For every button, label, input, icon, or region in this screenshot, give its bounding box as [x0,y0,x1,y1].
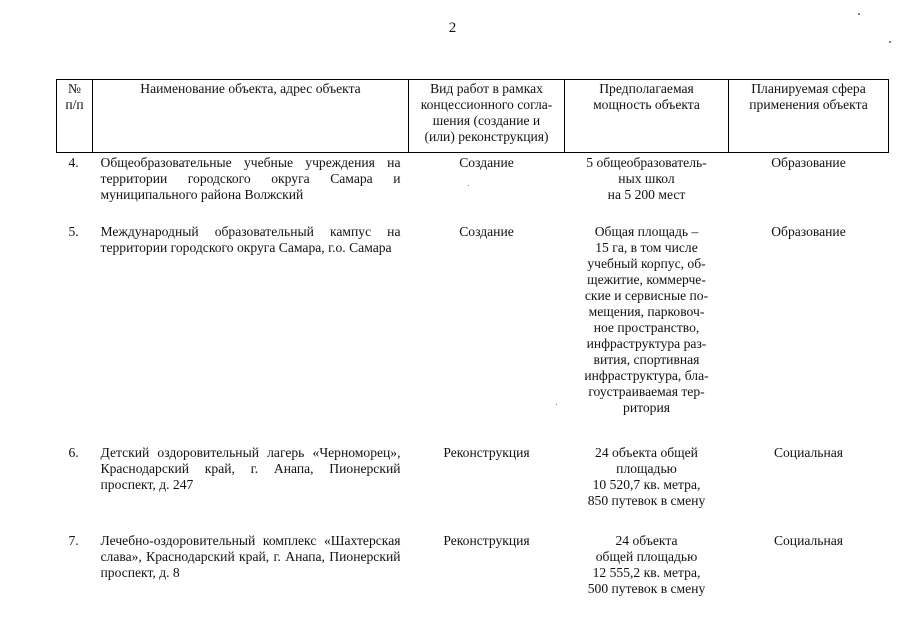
scan-speck [889,41,891,43]
table-row [57,531,889,601]
objects-table [56,79,889,601]
object-name: Международный образовательный кампус на территории городского округа Самара, г.о. Самара [100,223,401,255]
capacity: 24 объекта общей площадью 10 520,7 кв. метра, 850 путевок в смену [587,444,706,508]
scan-speck [556,404,557,405]
work-type: Реконструкция [443,444,530,460]
table-row [57,222,889,443]
object-name: Общеобразовательные учебные учреждения на территории городского округа Самара и муниципального района Волжский [100,155,401,202]
row-number: 4. [68,155,79,170]
scan-speck [858,13,860,15]
table-row [57,443,889,531]
sphere: Социальная [773,444,844,460]
header-capacity: Предполагаемая мощность объекта [565,80,729,153]
object-name: Детский оздоровительный лагерь «Черноморец», Краснодарский край, г. Анапа, Пионерский проспект, д. 247 [100,444,401,492]
sphere: Образование [771,223,846,239]
capacity: 24 объекта общей площадью 12 555,2 кв. метра, 500 путевок в смену [587,532,706,596]
row-number: 6. [68,444,79,460]
row-number: 5. [68,223,79,239]
sphere: Социальная [773,532,844,548]
scan-speck [468,185,469,186]
header-work-type: Вид работ в рамках концессионного согла- шения (создание и (или) реконструкция) [409,80,565,153]
header-name: Наименование объекта, адрес объекта [93,80,409,153]
capacity: 5 общеобразователь- ных школ на 5 200 мест [586,155,707,202]
work-type: Создание [459,155,514,170]
header-number: № п/п [57,80,93,153]
capacity: Общая площадь – 15 га, в том числе учебный корпус, об- щежитие, коммерче- ские и сервисные по- мещения, парковоч- ное пространство, инфраструктура раз- вития, спортивная инфраструктура, бла- гоустраиваемая тер- ритория [584,223,709,415]
work-type: Создание [459,223,514,239]
sphere: Образование [771,155,846,170]
table-row [57,153,889,222]
header-sphere: Планируемая сфера применения объекта [729,80,889,153]
row-number: 7. [68,532,79,548]
object-name: Лечебно-оздоровительный комплекс «Шахтерская слава», Краснодарский край, г. Анапа, Пионерский проспект, д. 8 [100,532,401,580]
table-header-row [57,80,889,153]
page-number: 2 [448,20,457,36]
work-type: Реконструкция [443,532,530,548]
